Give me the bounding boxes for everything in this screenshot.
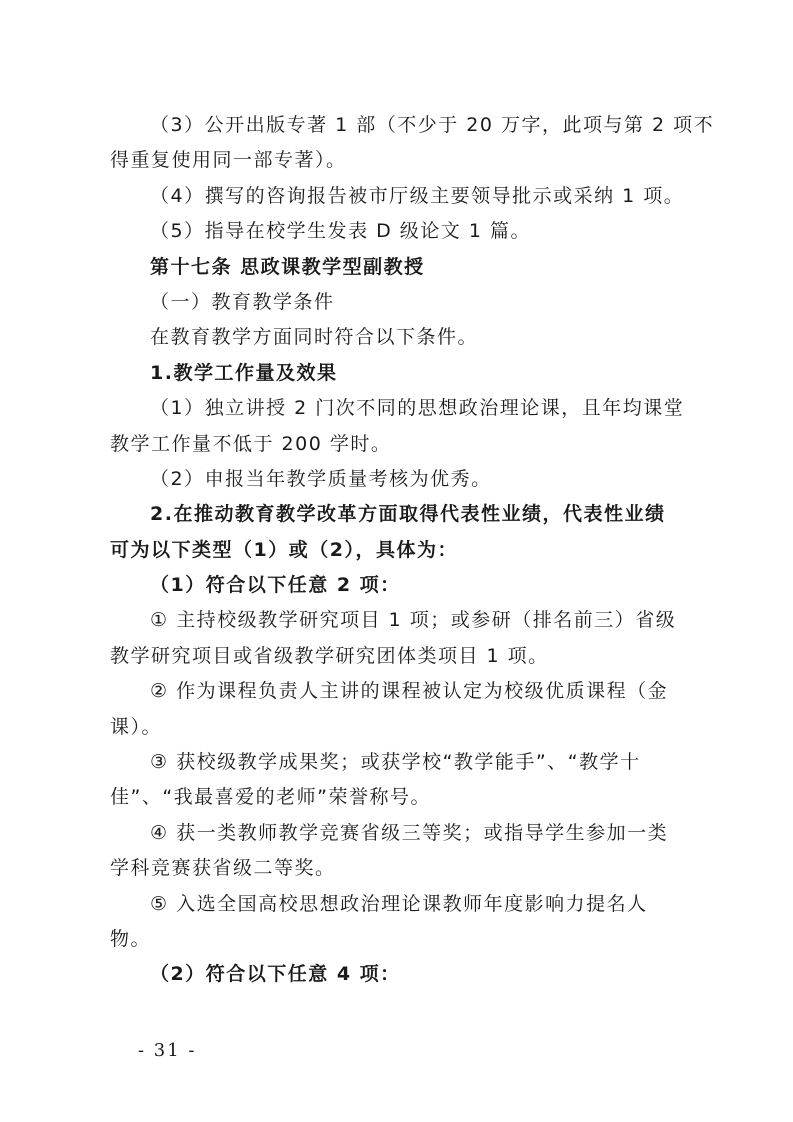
text-line: （3）公开出版专著 1 部（不少于 20 万字，此项与第 2 项不 bbox=[150, 114, 715, 136]
list-item-continued: 学科竞赛获省级二等奖。 bbox=[110, 857, 336, 880]
text-line: 教学工作量不低于 200 学时。 bbox=[110, 432, 392, 455]
section-heading: （一）教育教学条件 bbox=[150, 290, 335, 313]
list-heading: （2）符合以下任意 4 项： bbox=[150, 963, 401, 986]
list-item: ② 作为课程负责人主讲的课程被认定为校级优质课程（金 bbox=[150, 680, 669, 703]
document-body bbox=[110, 108, 715, 993]
text-line: 得重复使用同一部专著）。 bbox=[110, 149, 347, 172]
list-item-continued: 佳”、“我最喜爱的老师”荣誉称号。 bbox=[110, 786, 432, 809]
subsection-heading: 2.在推动教育教学改革方面取得代表性业绩，代表性业绩 bbox=[150, 503, 666, 526]
list-item: ③ 获校级教学成果奖；或获学校“教学能手”、“教学十 bbox=[150, 751, 641, 774]
text-line: （2）申报当年教学质量考核为优秀。 bbox=[150, 467, 492, 490]
list-heading: （1）符合以下任意 2 项： bbox=[150, 574, 401, 597]
text-line: 在教育教学方面同时符合以下条件。 bbox=[150, 326, 479, 349]
subsection-heading-continued: 可为以下类型（1）或（2），具体为： bbox=[110, 538, 458, 561]
text-line: （4）撰写的咨询报告被市厅级主要领导批示或采纳 1 项。 bbox=[150, 184, 685, 207]
list-item: ⑤ 入选全国高校思想政治理论课教师年度影响力提名人 bbox=[150, 892, 648, 915]
list-item: ① 主持校级教学研究项目 1 项；或参研（排名前三）省级 bbox=[150, 609, 677, 632]
list-item-continued: 教学研究项目或省级教学研究团体类项目 1 项。 bbox=[110, 644, 549, 667]
list-item-continued: 物。 bbox=[110, 927, 152, 950]
list-item: ④ 获一类教师教学竞赛省级三等奖；或指导学生参加一类 bbox=[150, 821, 669, 844]
list-item-continued: 课）。 bbox=[110, 715, 163, 738]
page-number: - 31 - bbox=[138, 1040, 197, 1061]
subsection-heading: 1.教学工作量及效果 bbox=[150, 361, 338, 384]
article-heading: 第十七条 思政课教学型副教授 bbox=[150, 255, 425, 278]
text-line: （5）指导在校学生发表 D 级论文 1 篇。 bbox=[150, 220, 531, 243]
text-line: （1）独立讲授 2 门次不同的思想政治理论课，且年均课堂 bbox=[150, 397, 685, 420]
